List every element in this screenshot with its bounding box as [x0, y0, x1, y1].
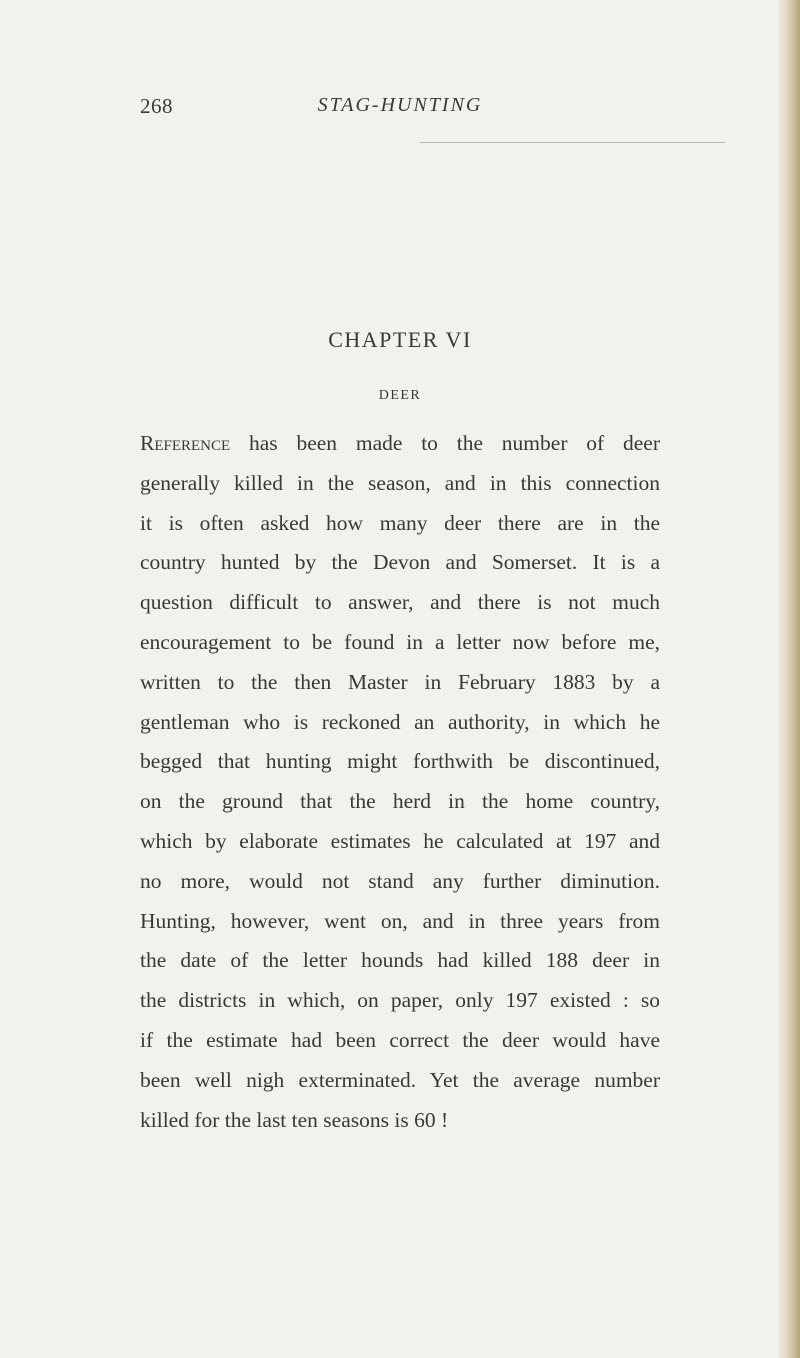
- running-head: [140, 94, 660, 124]
- text-line: encouragement to be found in a letter now before me,: [140, 629, 660, 654]
- text-line: if the estimate had been correct the deer would have: [140, 1027, 660, 1052]
- header-rule: [420, 142, 725, 143]
- text-line: gentleman who is reckoned an authority, in which he: [140, 709, 660, 734]
- running-title: STAG-HUNTING: [317, 94, 483, 116]
- text-line: the date of the letter hounds had killed 188 deer in: [140, 948, 660, 973]
- text-line: question difficult to answer, and there is not much: [140, 590, 660, 615]
- text-line: begged that hunting might forthwith be discontinued,: [140, 749, 660, 774]
- text-line: it is often asked how many deer there are in the: [140, 510, 660, 535]
- text-line: which by elaborate estimates he calculated at 197 and: [140, 828, 660, 853]
- text-line: the districts in which, on paper, only 197 existed : so: [140, 988, 660, 1013]
- text-line: generally killed in the season, and in this connection: [140, 470, 660, 495]
- text-line: on the ground that the herd in the home country,: [140, 789, 660, 814]
- opening-word: Reference: [140, 431, 231, 455]
- page-edge: [778, 0, 800, 1358]
- body-paragraph: [140, 424, 660, 1140]
- text-line: Hunting, however, went on, and in three years from: [140, 908, 660, 933]
- section-heading: DEER: [378, 388, 422, 403]
- chapter-heading: CHAPTER VI: [328, 327, 472, 352]
- text-line: country hunted by the Devon and Somerset. It is a: [140, 550, 660, 575]
- text-line-content: has been made to the number of deer: [230, 431, 660, 455]
- text-line-last: killed for the last ten seasons is 60 !: [140, 1107, 449, 1132]
- page-number: 268: [140, 94, 173, 118]
- text-line: written to the then Master in February 1883 by a: [140, 669, 660, 694]
- text-line: been well nigh exterminated. Yet the average number: [140, 1067, 660, 1092]
- text-line: no more, would not stand any further diminution.: [140, 868, 660, 893]
- text-line: [140, 424, 660, 464]
